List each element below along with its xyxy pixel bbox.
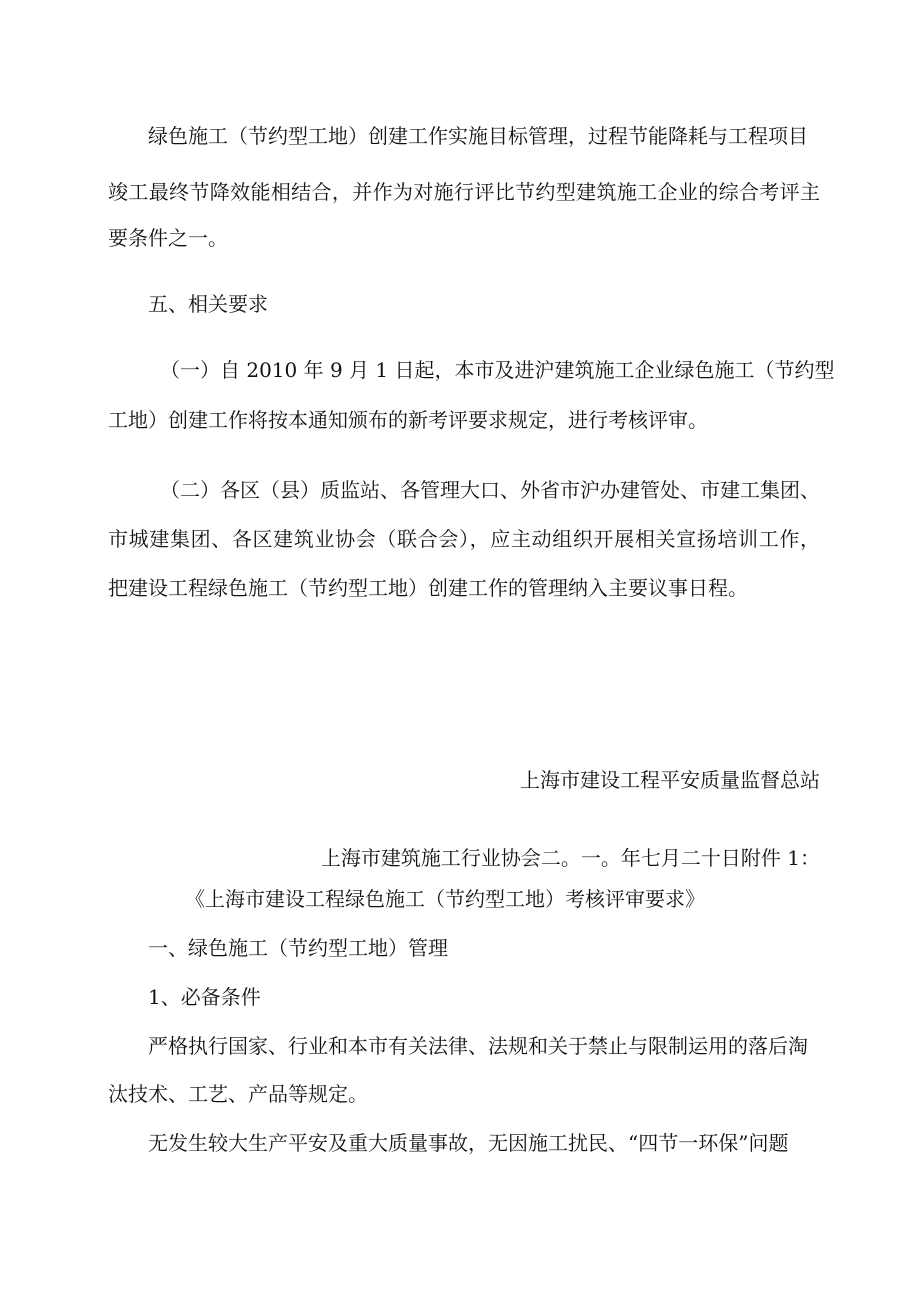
paragraph-text: 竣工最终节降效能相结合，并作为对施行评比节约型建筑施工企业的综合考评主 <box>108 180 820 204</box>
list-item-text: （一）自 2010 年 9 月 1 日起，本市及进沪建筑施工企业绿色施工（节约型 <box>160 358 835 382</box>
list-item-text: （二）各区（县）质监站、各管理大口、外省市沪办建管处、市建工集团、 <box>160 478 820 502</box>
paragraph-text: 绿色施工（节约型工地）创建工作实施目标管理，过程节能降耗与工程项目 <box>148 124 808 148</box>
attachment-title: 《上海市建设工程绿色施工（节约型工地）考核评审要求》 <box>185 887 705 911</box>
paragraph-text: 严格执行国家、行业和本市有关法律、法规和关于禁止与限制运用的落后淘 <box>148 1034 808 1058</box>
list-item-text: 市城建集团、各区建筑业协会（联合会），应主动组织开展相关宣扬培训工作， <box>108 527 820 551</box>
attachment-subheading: 1、必备条件 <box>148 985 261 1009</box>
list-item-text: 把建设工程绿色施工（节约型工地）创建工作的管理纳入主要议事日程。 <box>108 576 748 600</box>
paragraph-text: 无发生较大生产平安及重大质量事故，无因施工扰民、“四节一环保”问题 <box>148 1131 789 1155</box>
paragraph-text: 汰技术、工艺、产品等规定。 <box>108 1082 368 1106</box>
section-heading: 五、相关要求 <box>148 292 268 316</box>
signature-organization: 上海市建设工程平安质量监督总站 <box>520 768 820 792</box>
attachment-section-heading: 一、绿色施工（节约型工地）管理 <box>148 936 448 960</box>
list-item-text: 工地）创建工作将按本通知颁布的新考评要求规定，进行考核评审。 <box>108 408 708 432</box>
signature-organization-date: 上海市建筑施工行业协会二。一。年七月二十日附件 1： <box>320 846 820 870</box>
paragraph-text: 要条件之一。 <box>108 226 228 250</box>
